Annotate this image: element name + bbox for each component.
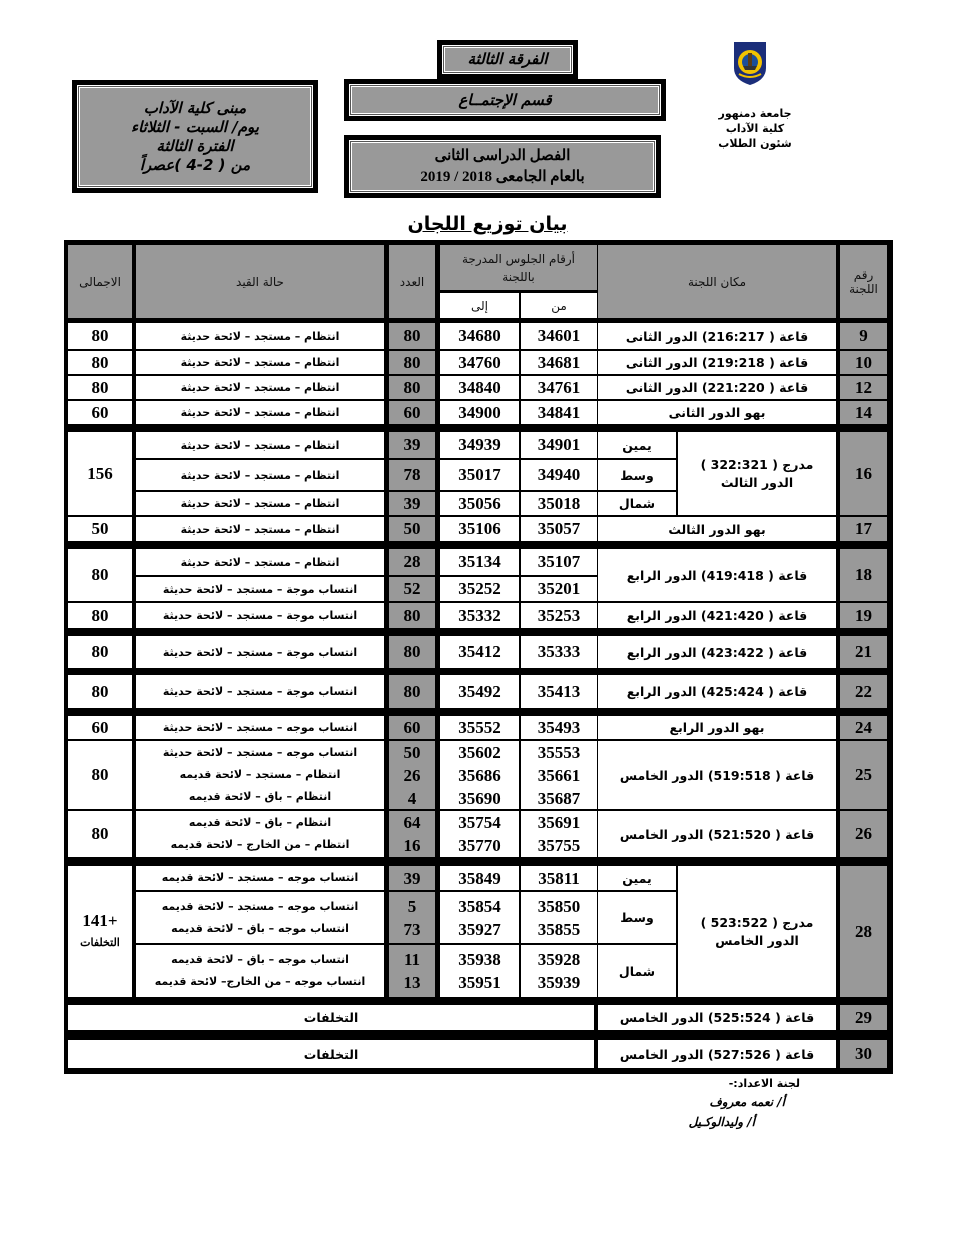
committee-location: قاعة ( 525:524) الدور الخامس xyxy=(598,1005,836,1030)
cell-line: 26 xyxy=(403,765,421,785)
cell-line: 35690 xyxy=(458,788,501,808)
seat-to: 35056 xyxy=(440,492,519,515)
seat-from: 35201 xyxy=(521,577,597,601)
seat-from: 35253 xyxy=(521,603,597,628)
total-count: 80 xyxy=(68,636,132,668)
enrollment-status: انتظام – مستجد – لائحة حديثة xyxy=(136,432,384,458)
cell-line: 64 xyxy=(403,813,421,832)
prep-committee-label: لجنة الاعداد:- xyxy=(728,1077,800,1090)
committee-location xyxy=(678,866,836,997)
university-emblem-icon xyxy=(731,40,769,86)
enrollment-status: انتساب موجة – مستجد – لائحة حديثة xyxy=(136,675,384,708)
committee-no: 30 xyxy=(840,1040,887,1068)
cell-line: 50 xyxy=(403,742,421,762)
cell-line: 35602 xyxy=(458,742,501,762)
cell-line: انتساب موجه – باق – لائحة قديمه xyxy=(171,921,349,935)
seat-from: 34901 xyxy=(521,432,597,458)
seat-to xyxy=(440,892,519,943)
total-count: 80 xyxy=(68,549,132,601)
student-count: 80 xyxy=(389,675,435,708)
cell-line: 11 xyxy=(403,950,421,969)
cell-line: 35691 xyxy=(537,813,581,832)
committee-location: قاعة ( 421:420) الدور الرابع xyxy=(598,603,836,628)
cell-line: انتساب موجه – من الخارج– لائحة قديمه xyxy=(154,975,366,988)
seat-to: 35332 xyxy=(440,603,519,628)
cell-line: 35849 xyxy=(458,868,501,888)
signatory-2: أ/ وليدالوكـيل xyxy=(688,1115,755,1129)
cell-line: انتظام – باق – لائحة قديمه xyxy=(188,790,332,803)
faculty-name: كلية الآداب xyxy=(725,122,785,135)
cell-line: انتساب موجه – مستجد – لائحة حديثة xyxy=(162,746,358,759)
department-label: قسم الإجتمــاع xyxy=(458,90,552,109)
committee-location: قاعة ( 219:218) الدور الثانى xyxy=(598,351,836,374)
total-count: 156 xyxy=(68,432,132,515)
committee-no: 18 xyxy=(840,549,887,601)
seat-to: 35252 xyxy=(440,577,519,601)
semester-label: الفصل الدراسى الثانى xyxy=(434,147,571,164)
section-side: وسط xyxy=(598,892,676,943)
cell-line: 35687 xyxy=(537,788,581,808)
committee-no: 22 xyxy=(840,675,887,708)
header-to: إلى xyxy=(440,293,519,318)
cell-line: +141 xyxy=(82,910,118,930)
cell-line: 35755 xyxy=(537,836,581,855)
student-count: 52 xyxy=(389,577,435,601)
committee-no: 10 xyxy=(840,351,887,374)
institution-block xyxy=(705,106,805,151)
university-name: جامعة دمنهور xyxy=(718,107,792,120)
student-count xyxy=(389,741,435,809)
cell-line: 35754 xyxy=(458,813,501,832)
period-label: الفترة الثالثة xyxy=(156,136,234,155)
seat-from: 34841 xyxy=(521,401,597,424)
student-count: 80 xyxy=(389,376,435,399)
cell-line: 39 xyxy=(403,868,421,888)
cell-line: التخلفات xyxy=(80,936,120,949)
seat-to xyxy=(440,866,519,890)
student-count: 80 xyxy=(389,603,435,628)
section-side: شمال xyxy=(598,492,676,515)
header-status: حالة القيد xyxy=(136,245,384,318)
student-count: 78 xyxy=(389,460,435,490)
seat-to: 35492 xyxy=(440,675,519,708)
seat-to: 35552 xyxy=(440,716,519,739)
signatory-1: أ/ نعمه معروف xyxy=(709,1095,785,1109)
seat-from: 34940 xyxy=(521,460,597,490)
enrollment-status: انتظام – مستجد – لائحة حديثة xyxy=(136,460,384,490)
student-count: 60 xyxy=(389,716,435,739)
header-count: العدد xyxy=(389,245,435,318)
seat-from: 35493 xyxy=(521,716,597,739)
committee-no: 28 xyxy=(840,866,887,997)
seat-from: 35413 xyxy=(521,675,597,708)
seat-to xyxy=(440,741,519,809)
year-level-label: الفرقة الثالثة xyxy=(467,50,548,68)
committee-no: 21 xyxy=(840,636,887,668)
year-level-box xyxy=(437,40,578,79)
total-count: 80 xyxy=(68,376,132,399)
committee-table xyxy=(64,240,893,1074)
enrollment-status: انتظام – مستجد – لائحة حديثة xyxy=(136,323,384,349)
schedule-info-box xyxy=(72,80,318,193)
cell-line: 35770 xyxy=(458,836,501,855)
total-count: 80 xyxy=(68,323,132,349)
committee-location: قاعة ( 521:520) الدور الخامس xyxy=(598,811,836,857)
committee-no: 17 xyxy=(840,517,887,541)
cell-line: 35661 xyxy=(537,765,581,785)
office-name: شئون الطلاب xyxy=(718,137,792,150)
enrollment-status xyxy=(136,741,384,809)
semester-box xyxy=(344,135,661,198)
student-count: 80 xyxy=(389,636,435,668)
enrollment-status: انتساب موجة – مستجد – لائحة حديثة xyxy=(136,636,384,668)
committee-no: 9 xyxy=(840,323,887,349)
cell-line: 35928 xyxy=(537,950,581,969)
total-count: 80 xyxy=(68,675,132,708)
cell-line: 13 xyxy=(403,973,421,992)
committee-no: 16 xyxy=(840,432,887,515)
committee-location: بهو الدور الرابع xyxy=(598,716,836,739)
cell-line: 16 xyxy=(403,836,421,855)
cell-line: 35811 xyxy=(538,868,580,888)
days-label: يوم/ السبت - الثلاثاء xyxy=(131,117,259,136)
cell-line: 35927 xyxy=(458,919,501,939)
student-count xyxy=(389,866,435,890)
cell-line: مدرج ( 322:321 ) xyxy=(700,456,814,472)
cell-line: الدور الخامس xyxy=(715,932,799,948)
total-count: 80 xyxy=(68,811,132,857)
total-count: 60 xyxy=(68,716,132,739)
student-count xyxy=(389,892,435,943)
cell-line: 4 xyxy=(407,788,417,808)
student-count xyxy=(389,811,435,857)
committee-no: 14 xyxy=(840,401,887,424)
enrollment-status xyxy=(136,945,384,997)
seat-from: 34681 xyxy=(521,351,597,374)
section-side: وسط xyxy=(598,460,676,490)
student-count: 80 xyxy=(389,323,435,349)
header-seat-numbers: أرقام الجلوس المدرجة باللجنة xyxy=(440,245,597,290)
committee-location: بهو الدور الثانى xyxy=(598,401,836,424)
enrollment-status xyxy=(136,866,384,890)
header-committee-no: رقم اللجنة xyxy=(840,245,887,318)
seat-from xyxy=(521,945,597,997)
enrollment-status: انتظام – مستجد – لائحة حديثة xyxy=(136,376,384,399)
committee-location xyxy=(678,432,836,515)
committee-no: 25 xyxy=(840,741,887,809)
seat-to: 35017 xyxy=(440,460,519,490)
cell-line: انتظام – مستجد – لائحة قديمه xyxy=(179,768,341,781)
enrollment-status: انتساب موجة – مستجد – لائحة حديثة xyxy=(136,603,384,628)
seat-from xyxy=(521,866,597,890)
header-total: الاجمالى xyxy=(68,245,132,318)
time-label: من ( 2-4 )عصراً xyxy=(139,155,251,174)
cell-line: 35854 xyxy=(458,896,501,916)
building-label: مبنى كلية الآداب xyxy=(143,98,247,117)
total-count: 80 xyxy=(68,741,132,809)
cell-line: 35553 xyxy=(537,742,581,762)
cell-line: مدرج ( 523:522 ) xyxy=(700,914,814,930)
seat-from: 34601 xyxy=(521,323,597,349)
committee-location: قاعة ( 519:518) الدور الخامس xyxy=(598,741,836,809)
cell-line: 35938 xyxy=(458,950,501,969)
total-count: 60 xyxy=(68,401,132,424)
seat-from: 34761 xyxy=(521,376,597,399)
cell-line: انتظام – من الخارج – لائحة قديمه xyxy=(170,838,350,851)
student-count: 28 xyxy=(389,549,435,575)
enrollment-status: انتظام – مستجد – لائحة حديثة xyxy=(136,401,384,424)
total-count: 80 xyxy=(68,603,132,628)
committee-no: 24 xyxy=(840,716,887,739)
total-count xyxy=(68,866,132,997)
seat-from: 35057 xyxy=(521,517,597,541)
committee-no: 29 xyxy=(840,1005,887,1030)
committee-location: قاعة ( 221:220) الدور الثانى xyxy=(598,376,836,399)
committee-location: قاعة ( 527:526) الدور الخامس xyxy=(598,1040,836,1068)
seat-to xyxy=(440,811,519,857)
student-count: 60 xyxy=(389,401,435,424)
enrollment-status: انتظام – مستجد – لائحة حديثة xyxy=(136,517,384,541)
university-logo xyxy=(731,40,769,86)
cell-line: انتظام – باق – لائحة قديمه xyxy=(188,816,332,829)
student-count: 50 xyxy=(389,517,435,541)
committee-no: 26 xyxy=(840,811,887,857)
seat-to xyxy=(440,945,519,997)
section-side: شمال xyxy=(598,945,676,997)
seat-from: 35333 xyxy=(521,636,597,668)
committee-location: قاعة ( 425:424) الدور الرابع xyxy=(598,675,836,708)
enrollment-status xyxy=(136,811,384,857)
seat-to: 35134 xyxy=(440,549,519,575)
cell-line: 35855 xyxy=(537,919,581,939)
enrollment-status: انتظام – مستجد – لائحة حديثة xyxy=(136,549,384,575)
page-title: بيان توزيع اللجان xyxy=(407,213,568,235)
seat-from: 35018 xyxy=(521,492,597,515)
cell-line: 73 xyxy=(403,919,421,939)
student-count: 39 xyxy=(389,432,435,458)
student-count xyxy=(389,945,435,997)
cell-line: 35686 xyxy=(458,765,501,785)
seat-to: 35412 xyxy=(440,636,519,668)
committee-location: قاعة ( 423:422) الدور الرابع xyxy=(598,636,836,668)
seat-to: 34939 xyxy=(440,432,519,458)
enrollment-status: انتساب موجه – مستجد – لائحة حديثة xyxy=(136,716,384,739)
enrollment-status: انتساب موجة – مستجد – لائحة حديثة xyxy=(136,577,384,601)
enrollment-status: انتظام – مستجد – لائحة حديثة xyxy=(136,492,384,515)
total-count: 50 xyxy=(68,517,132,541)
seat-to: 34760 xyxy=(440,351,519,374)
cell-line: انتساب موجه – باق – لائحة قديمه xyxy=(171,953,349,966)
enrollment-status xyxy=(136,892,384,943)
total-count: 80 xyxy=(68,351,132,374)
committee-note: التخلفات xyxy=(68,1040,594,1068)
cell-line: 35939 xyxy=(537,973,581,992)
academic-year-label: بالعام الجامعى 2018 / 2019 xyxy=(420,168,585,185)
seat-to: 34840 xyxy=(440,376,519,399)
cell-line: 35850 xyxy=(537,896,581,916)
committee-no: 19 xyxy=(840,603,887,628)
seat-from xyxy=(521,741,597,809)
committee-location: قاعة ( 216:217) الدور الثانى xyxy=(598,323,836,349)
committee-no: 12 xyxy=(840,376,887,399)
seat-from xyxy=(521,811,597,857)
header-location: مكان اللجنة xyxy=(598,245,836,318)
seat-from xyxy=(521,892,597,943)
seat-to: 34900 xyxy=(440,401,519,424)
department-box xyxy=(344,79,666,121)
student-count: 39 xyxy=(389,492,435,515)
cell-line: 5 xyxy=(407,896,417,916)
student-count: 80 xyxy=(389,351,435,374)
section-side: يمين xyxy=(598,866,676,890)
committee-location: بهو الدور الثالث xyxy=(598,517,836,541)
cell-line: 35951 xyxy=(458,973,501,992)
cell-line: انتساب موجه – مستجد – لائحة قديمه xyxy=(161,899,359,913)
seat-to: 34680 xyxy=(440,323,519,349)
committee-note: التخلفات xyxy=(68,1005,594,1030)
enrollment-status: انتظام – مستجد – لائحة حديثة xyxy=(136,351,384,374)
cell-line: انتساب موجه – مستجد – لائحة قديمه xyxy=(161,871,359,884)
seat-from: 35107 xyxy=(521,549,597,575)
header-from: من xyxy=(521,293,597,318)
committee-location: قاعة ( 419:418) الدور الرابع xyxy=(598,549,836,601)
cell-line: الدور الثالث xyxy=(720,474,794,490)
section-side: يمين xyxy=(598,432,676,458)
seat-to: 35106 xyxy=(440,517,519,541)
